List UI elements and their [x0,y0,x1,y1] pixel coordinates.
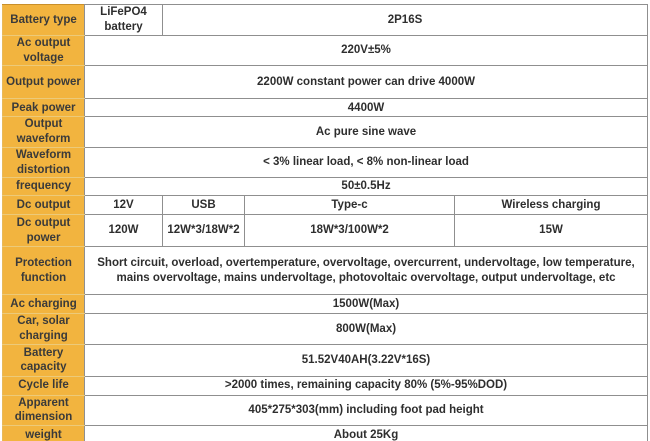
spec-label-peak-power: Peak power [3,99,85,117]
spec-label-weight: weight [3,426,85,441]
table-row [3,295,648,314]
spec-label-ac-output-voltage: Ac output voltage [3,36,85,66]
spec-value-waveform-distortion: < 3% linear load, < 8% non-linear load [85,147,648,177]
spec-value-dc-12v: 12V [85,196,163,215]
spec-value-ac-output-voltage: 220V±5% [85,36,648,66]
spec-value-output-waveform: Ac pure sine wave [85,117,648,147]
spec-value-battery-config: 2P16S [163,5,648,36]
spec-value-output-power: 2200W constant power can drive 4000W [85,66,648,99]
spec-value-dc-usb: USB [163,196,245,215]
spec-label-ac-charging: Ac charging [3,295,85,314]
spec-value-weight: About 25Kg [85,426,648,441]
spec-value-dc-power-usb: 12W*3/18W*2 [163,215,245,247]
table-row [3,66,648,99]
table-row [3,178,648,196]
spec-value-battery-chemistry: LiFePO4 battery [85,5,163,36]
spec-value-dc-power-12v: 120W [85,215,163,247]
table-row [3,99,648,117]
spec-label-dc-output-power: Dc output power [3,215,85,247]
spec-value-dc-wireless: Wireless charging [455,196,648,215]
spec-label-cycle-life: Cycle life [3,376,85,395]
spec-label-dc-output: Dc output [3,196,85,215]
table-row [3,376,648,395]
spec-label-output-waveform: Output waveform [3,117,85,147]
spec-value-ac-charging: 1500W(Max) [85,295,648,314]
spec-label-battery-type: Battery type [3,5,85,36]
spec-value-frequency: 50±0.5Hz [85,178,648,196]
spec-value-cycle-life: >2000 times, remaining capacity 80% (5%-95%DOD) [85,376,648,395]
spec-value-dc-power-wireless: 15W [455,215,648,247]
table-row [3,117,648,147]
spec-value-car-solar-charging: 800W(Max) [85,314,648,344]
table-row [3,426,648,441]
table-row [3,36,648,66]
spec-value-dc-power-type-c: 18W*3/100W*2 [245,215,455,247]
battery-spec-table [2,4,648,441]
spec-label-battery-capacity: Battery capacity [3,344,85,376]
spec-value-protection-function: Short circuit, overload, overtemperature, overvoltage, overcurrent, undervoltage, low temperature, mains overvoltage, mains undervoltage, photovoltaic overvoltage, output undervoltage, etc [85,247,648,295]
spec-label-protection-function: Protection function [3,247,85,295]
table-row [3,314,648,344]
table-row [3,147,648,177]
spec-value-peak-power: 4400W [85,99,648,117]
spec-label-apparent-dimension: Apparent dimension [3,395,85,425]
table-row [3,247,648,295]
spec-label-waveform-distortion: Waveform distortion [3,147,85,177]
table-row [3,5,648,36]
spec-label-frequency: frequency [3,178,85,196]
table-row [3,215,648,247]
spec-value-battery-capacity: 51.52V40AH(3.22V*16S) [85,344,648,376]
table-row [3,196,648,215]
table-row [3,395,648,425]
table-row [3,344,648,376]
spec-value-dc-type-c: Type-c [245,196,455,215]
spec-label-car-solar-charging: Car, solar charging [3,314,85,344]
spec-value-apparent-dimension: 405*275*303(mm) including foot pad height [85,395,648,425]
spec-label-output-power: Output power [3,66,85,99]
